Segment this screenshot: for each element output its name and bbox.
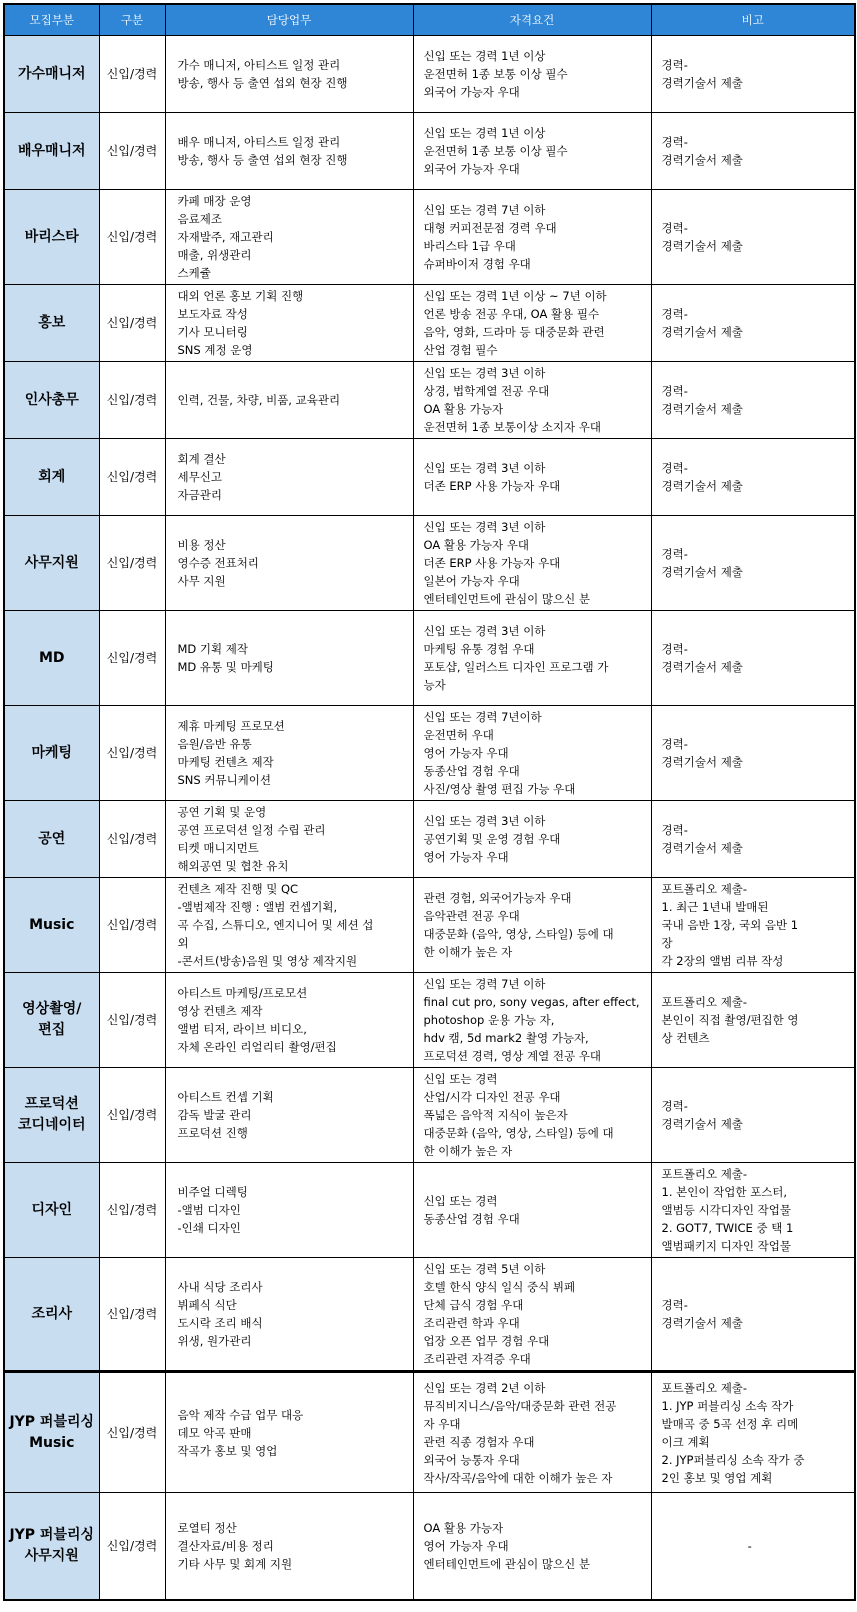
note-line: 경력- — [661, 1298, 688, 1312]
note-line: 경력기술서 제출 — [661, 660, 743, 674]
category-cell — [4, 1068, 99, 1163]
duty-line: 영수증 전표처리 — [177, 556, 259, 570]
requirement-line: 산업/시각 디자인 전공 우대 — [423, 1090, 561, 1104]
note-line: 경력기술서 제출 — [661, 76, 743, 90]
table-row — [4, 285, 855, 362]
requirement-line: 조리관련 자격증 우대 — [423, 1352, 531, 1366]
duties-cell — [165, 706, 413, 801]
category-label: JYP 퍼블리싱 — [9, 1526, 95, 1543]
duty-line: 가수 매니저, 아티스트 일정 관리 — [177, 58, 341, 72]
table-row — [4, 190, 855, 285]
requirement-line: hdv 캠, 5d mark2 촬영 가능자, — [423, 1031, 589, 1045]
note-line: 국내 음반 1장, 국외 음반 1 — [661, 918, 799, 932]
duties-cell — [165, 1258, 413, 1372]
requirement-line: 영어 가능자 우대 — [423, 850, 509, 864]
duty-line: 아티스트 마케팅/프로모션 — [177, 986, 308, 1000]
header-duties: 담당업무 — [165, 4, 413, 36]
requirement-line: 신입 또는 경력 1년 이상 — [423, 49, 546, 63]
requirement-line: 영어 가능자 우대 — [423, 746, 509, 760]
category-label: Music — [29, 1434, 75, 1451]
requirement-line: final cut pro, sony vegas, after effect, — [423, 995, 640, 1009]
requirements-cell — [413, 1493, 651, 1600]
category-label: 디자인 — [31, 1201, 73, 1218]
requirement-line: 산업 경험 필수 — [423, 343, 498, 357]
duty-line: 기사 모니터링 — [177, 325, 248, 339]
category-label: 공연 — [38, 830, 66, 847]
duty-line: 매출, 위생관리 — [177, 248, 252, 262]
duty-line: 카페 매장 운영 — [177, 194, 252, 208]
duty-line: 로열티 정산 — [177, 1520, 237, 1535]
type-cell: 신입/경력 — [99, 1493, 165, 1600]
requirements-cell — [413, 113, 651, 190]
duties-cell — [165, 516, 413, 611]
duty-line: 세무신고 — [177, 470, 222, 484]
duty-line: 작곡가 홍보 및 영업 — [177, 1443, 278, 1458]
header-type: 구분 — [99, 4, 165, 36]
requirement-line: 대중문화 (음악, 영상, 스타일) 등에 대 — [423, 927, 614, 941]
category-label: 프로덕션 — [24, 1096, 79, 1112]
duty-line: 공연 기획 및 운영 — [177, 805, 267, 819]
category-cell — [4, 878, 99, 973]
notes-cell — [651, 801, 855, 878]
notes-cell — [651, 1258, 855, 1372]
requirements-cell — [413, 516, 651, 611]
category-label: 바리스타 — [24, 228, 79, 245]
note-line: 경력- — [661, 307, 688, 321]
duty-line: 도시락 조리 배식 — [177, 1316, 263, 1330]
type-cell: 신입/경력 — [99, 362, 165, 439]
duties-cell — [165, 973, 413, 1068]
duty-line: 음악 제작 수급 업무 대응 — [177, 1407, 304, 1422]
requirement-line: 동종산업 경험 우대 — [423, 764, 520, 778]
requirement-line: 슈퍼바이저 경험 우대 — [423, 257, 531, 271]
note-line: 경력기술서 제출 — [661, 153, 743, 167]
requirement-line: 신입 또는 경력 3년 이하 — [423, 624, 546, 638]
category-label: 배우매니저 — [17, 142, 86, 159]
duty-line: 곡 수집, 스튜디오, 엔지니어 및 세션 섭 — [177, 918, 374, 932]
table-row — [4, 362, 855, 439]
requirement-line: 상경, 법학계열 전공 우대 — [423, 384, 550, 398]
duty-line: MD 기획 제작 — [177, 642, 249, 656]
duty-line: 사내 식당 조리사 — [177, 1280, 263, 1294]
duty-line: 인력, 건물, 차량, 비품, 교육관리 — [177, 393, 341, 407]
requirements-cell — [413, 362, 651, 439]
duties-cell — [165, 439, 413, 516]
requirement-line: 조리관련 학과 우대 — [423, 1316, 520, 1330]
notes-cell — [651, 1163, 855, 1258]
table-row — [4, 516, 855, 611]
notes-cell — [651, 973, 855, 1068]
requirement-line: 신입 또는 경력 3년 이하 — [423, 520, 546, 534]
note-line: 경력- — [661, 547, 688, 561]
type-cell: 신입/경력 — [99, 285, 165, 362]
category-cell — [4, 190, 99, 285]
category-label: 사무지원 — [24, 554, 79, 571]
requirement-line: 외국어 가능자 우대 — [423, 85, 520, 99]
note-line: 1. 본인이 작업한 포스터, — [661, 1185, 788, 1199]
category-label: Music — [29, 916, 75, 933]
requirement-line: 바리스타 1급 우대 — [423, 239, 516, 253]
duty-line: 자체 온라인 리얼리티 촬영/편집 — [177, 1040, 337, 1054]
header-category: 모집부분 — [4, 4, 99, 36]
requirement-line: OA 활용 가능자 — [423, 402, 504, 416]
duty-line: 방송, 행사 등 출연 섭외 현장 진행 — [177, 153, 348, 167]
note-line: 경력- — [661, 642, 688, 656]
duty-line: 감독 발굴 관리 — [177, 1108, 252, 1122]
note-line: 장 — [661, 936, 673, 950]
requirement-line: 신입 또는 경력 — [423, 1072, 498, 1086]
requirement-line: 운전면허 우대 — [423, 728, 494, 742]
requirement-line: 신입 또는 경력 7년이하 — [423, 710, 542, 724]
requirements-cell — [413, 801, 651, 878]
requirement-line: 신입 또는 경력 7년 이하 — [423, 977, 546, 991]
requirement-line: 일본어 가능자 우대 — [423, 574, 520, 588]
table-row — [4, 878, 855, 973]
requirement-line: 신입 또는 경력 3년 이하 — [423, 814, 546, 828]
duty-line: 기타 사무 및 회계 지원 — [177, 1556, 293, 1571]
note-line: 경력- — [661, 58, 688, 72]
duty-line: 대외 언론 홍보 기획 진행 — [177, 289, 304, 303]
note-line: 포트폴리오 제출- — [661, 882, 748, 896]
requirement-line: 자 우대 — [423, 1416, 461, 1431]
table-row — [4, 706, 855, 801]
category-cell — [4, 285, 99, 362]
duty-line: -앨범제작 진행 : 앨범 컨셉기획, — [177, 900, 338, 914]
requirement-line: 마케팅 유통 경험 우대 — [423, 642, 535, 656]
requirement-line: 뮤직비지니스/음악/대중문화 관련 전공 — [423, 1398, 617, 1413]
duty-line: -콘서트(방송)음원 및 영상 제작지원 — [177, 954, 358, 968]
requirement-line: 한 이해가 높은 자 — [423, 945, 513, 959]
category-cell — [4, 973, 99, 1068]
note-line: 경력- — [661, 135, 688, 149]
note-line: 경력기술서 제출 — [661, 755, 743, 769]
requirement-line: 운전면허 1종 보통이상 소지자 우대 — [423, 420, 601, 434]
duty-line: 방송, 행사 등 출연 섭외 현장 진행 — [177, 76, 348, 90]
requirement-line: 작사/작곡/음악에 대한 이해가 높은 자 — [423, 1470, 613, 1485]
category-label: 편집 — [38, 1022, 66, 1038]
note-line: - — [747, 1538, 752, 1553]
notes-cell — [651, 1068, 855, 1163]
type-cell: 신입/경력 — [99, 36, 165, 113]
note-line: 이크 계획 — [661, 1434, 710, 1449]
requirement-line: 한 이해가 높은 자 — [423, 1144, 513, 1158]
notes-cell — [651, 190, 855, 285]
requirement-line: 관련 직종 경험자 우대 — [423, 1434, 535, 1449]
requirements-cell — [413, 1068, 651, 1163]
table-row — [4, 1068, 855, 1163]
category-label: 사무지원 — [24, 1547, 79, 1564]
note-line: 1. 최근 1년내 발매된 — [661, 900, 769, 914]
note-line: 경력기술서 제출 — [661, 841, 743, 855]
requirement-line: 영어 가능자 우대 — [423, 1538, 509, 1553]
table-header-row — [4, 4, 855, 36]
requirement-line: 신입 또는 경력 3년 이하 — [423, 366, 546, 380]
type-cell: 신입/경력 — [99, 611, 165, 706]
duty-line: 해외공연 및 협찬 유치 — [177, 859, 289, 873]
recruitment-table-container — [3, 3, 854, 1601]
requirement-line: OA 활용 가능자 우대 — [423, 538, 529, 552]
requirement-line: 언론 방송 전공 우대, OA 활용 필수 — [423, 307, 600, 321]
requirement-line: 음악, 영화, 드라마 등 대중문화 관련 — [423, 325, 605, 339]
requirement-line: photoshop 운용 가능 자, — [423, 1013, 555, 1027]
notes-cell — [651, 611, 855, 706]
requirement-line: 신입 또는 경력 1년 이상 ~ 7년 이하 — [423, 289, 607, 303]
note-line: 경력- — [661, 823, 688, 837]
requirement-line: 엔터테인먼트에 관심이 많으신 분 — [423, 592, 590, 606]
type-cell: 신입/경력 — [99, 801, 165, 878]
duty-line: 보도자료 작성 — [177, 307, 248, 321]
type-cell: 신입/경력 — [99, 1068, 165, 1163]
requirement-line: 대형 커피전문점 경력 우대 — [423, 221, 557, 235]
category-cell — [4, 1163, 99, 1258]
category-cell — [4, 1258, 99, 1372]
type-cell: 신입/경력 — [99, 113, 165, 190]
duty-line: 아티스트 컨셉 기획 — [177, 1090, 274, 1104]
requirement-line: 외국어 가능자 우대 — [423, 162, 520, 176]
category-label: JYP 퍼블리싱 — [9, 1413, 95, 1430]
note-line: 발매곡 중 5곡 선정 후 리메 — [661, 1416, 799, 1431]
category-label: 홍보 — [38, 314, 66, 331]
duty-line: 자금관리 — [177, 488, 222, 502]
type-cell: 신입/경력 — [99, 1163, 165, 1258]
requirements-cell — [413, 611, 651, 706]
requirement-line: 폭넓은 음악적 지식이 높은자 — [423, 1108, 568, 1122]
note-line: 경력- — [661, 461, 688, 475]
requirement-line: 신입 또는 경력 3년 이하 — [423, 461, 546, 475]
table-row — [4, 801, 855, 878]
requirement-line: 신입 또는 경력 5년 이하 — [423, 1262, 546, 1276]
note-line: 경력기술서 제출 — [661, 479, 743, 493]
requirement-line: 단체 급식 경험 우대 — [423, 1298, 524, 1312]
duty-line: 배우 매니저, 아티스트 일정 관리 — [177, 135, 341, 149]
duties-cell — [165, 1163, 413, 1258]
duty-line: 제휴 마케팅 프로모션 — [177, 719, 285, 733]
notes-cell — [651, 516, 855, 611]
duties-cell — [165, 801, 413, 878]
duty-line: -앨범 디자인 — [177, 1203, 241, 1217]
duty-line: 프로덕션 진행 — [177, 1126, 248, 1140]
duty-line: 결산자료/비용 정리 — [177, 1538, 274, 1553]
requirement-line: OA 활용 가능자 — [423, 1520, 504, 1535]
requirement-line: 공연기획 및 운영 경험 우대 — [423, 832, 561, 846]
requirement-line: 엔터테인먼트에 관심이 많으신 분 — [423, 1556, 590, 1571]
requirement-line: 신입 또는 경력 2년 이하 — [423, 1380, 546, 1395]
requirements-cell — [413, 285, 651, 362]
duty-line: 영상 컨텐츠 제작 — [177, 1004, 263, 1018]
duty-line: 데모 악곡 판매 — [177, 1425, 252, 1440]
note-line: 앨범등 시각디자인 작업물 — [661, 1203, 792, 1217]
type-cell: 신입/경력 — [99, 1258, 165, 1372]
category-cell — [4, 36, 99, 113]
type-cell: 신입/경력 — [99, 878, 165, 973]
duty-line: 공연 프로덕션 일정 수립 관리 — [177, 823, 326, 837]
category-label: 조리사 — [31, 1305, 73, 1322]
requirements-cell — [413, 973, 651, 1068]
duty-line: 마케팅 컨텐츠 제작 — [177, 755, 274, 769]
note-line: 2. GOT7, TWICE 중 택 1 — [661, 1221, 794, 1235]
notes-cell — [651, 285, 855, 362]
category-label: MD — [38, 649, 65, 666]
duties-cell — [165, 1493, 413, 1600]
type-cell: 신입/경력 — [99, 706, 165, 801]
requirement-line: 프로덕션 경력, 영상 계열 전공 우대 — [423, 1049, 601, 1063]
note-line: 앨범패키지 디자인 작업물 — [661, 1239, 792, 1253]
duties-cell — [165, 1068, 413, 1163]
category-cell — [4, 801, 99, 878]
note-line: 경력기술서 제출 — [661, 239, 743, 253]
duty-line: 회계 결산 — [177, 452, 226, 466]
notes-cell — [651, 1372, 855, 1493]
category-label: 가수매니저 — [17, 65, 86, 82]
note-line: 상 컨텐츠 — [661, 1031, 710, 1045]
category-label: 코디네이터 — [17, 1117, 86, 1133]
note-line: 경력기술서 제출 — [661, 325, 743, 339]
recruitment-table — [3, 3, 856, 1601]
duties-cell — [165, 190, 413, 285]
category-cell — [4, 516, 99, 611]
note-line: 2인 홍보 및 영업 계획 — [661, 1470, 773, 1485]
table-row — [4, 439, 855, 516]
duty-line: 앨범 티저, 라이브 비디오, — [177, 1022, 307, 1036]
category-cell — [4, 611, 99, 706]
table-row — [4, 611, 855, 706]
requirement-line: 관련 경험, 외국어가능자 우대 — [423, 891, 572, 905]
category-label: 마케팅 — [31, 744, 73, 761]
duties-cell — [165, 285, 413, 362]
notes-cell — [651, 113, 855, 190]
note-line: 경력- — [661, 1099, 688, 1113]
note-line: 1. JYP 퍼블리싱 소속 작가 — [661, 1398, 794, 1413]
duty-line: 비용 정산 — [177, 538, 226, 552]
requirements-cell — [413, 439, 651, 516]
category-label: 영상촬영/ — [22, 1001, 82, 1017]
note-line: 본인이 직접 촬영/편집한 영 — [661, 1013, 799, 1027]
requirement-line: 업장 오픈 업무 경험 우대 — [423, 1334, 550, 1348]
table-row — [4, 1258, 855, 1372]
requirements-cell — [413, 36, 651, 113]
type-cell: 신입/경력 — [99, 516, 165, 611]
type-cell: 신입/경력 — [99, 973, 165, 1068]
requirement-line: 운전면허 1종 보통 이상 필수 — [423, 67, 568, 81]
requirement-line: 신입 또는 경력 1년 이상 — [423, 126, 546, 140]
note-line: 각 2장의 앨범 리뷰 작성 — [661, 954, 784, 968]
requirement-line: 운전면허 1종 보통 이상 필수 — [423, 144, 568, 158]
duty-line: SNS 커뮤니케이션 — [177, 773, 272, 787]
duty-line: 뷔페식 식단 — [177, 1298, 237, 1312]
note-line: 경력- — [661, 221, 688, 235]
requirement-line: 능자 — [423, 678, 446, 692]
category-label: 인사총무 — [24, 391, 79, 408]
note-line: 포트폴리오 제출- — [661, 995, 748, 1009]
note-line: 포트폴리오 제출- — [661, 1380, 748, 1395]
requirement-line: 음악관련 전공 우대 — [423, 909, 520, 923]
requirement-line: 더존 ERP 사용 가능자 우대 — [423, 479, 561, 493]
requirements-cell — [413, 190, 651, 285]
requirements-cell — [413, 1372, 651, 1493]
notes-cell — [651, 1493, 855, 1600]
duty-line: 컨텐츠 제작 진행 및 QC — [177, 882, 299, 896]
duty-line: 스케쥴 — [177, 266, 211, 280]
duties-cell — [165, 36, 413, 113]
duty-line: 음원/음반 유통 — [177, 737, 252, 751]
category-cell — [4, 113, 99, 190]
table-row — [4, 973, 855, 1068]
requirements-cell — [413, 1258, 651, 1372]
table-row — [4, 113, 855, 190]
requirement-line: 사진/영상 촬영 편집 가능 우대 — [423, 782, 576, 796]
note-line: 경력- — [661, 384, 688, 398]
duty-line: 음료제조 — [177, 212, 222, 226]
duties-cell — [165, 362, 413, 439]
requirement-line: 호텔 한식 양식 일식 중식 뷔페 — [423, 1280, 576, 1294]
duties-cell — [165, 113, 413, 190]
type-cell: 신입/경력 — [99, 439, 165, 516]
category-cell — [4, 706, 99, 801]
duty-line: 위생, 원가관리 — [177, 1334, 252, 1348]
duty-line: 비주얼 디렉팅 — [177, 1185, 248, 1199]
table-row — [4, 36, 855, 113]
requirements-cell — [413, 1163, 651, 1258]
duties-cell — [165, 878, 413, 973]
requirement-line: 신입 또는 경력 — [423, 1194, 498, 1208]
duty-line: SNS 계정 운영 — [177, 343, 253, 357]
header-requirements: 자격요건 — [413, 4, 651, 36]
duty-line: MD 유통 및 마케팅 — [177, 660, 274, 674]
category-cell — [4, 1493, 99, 1600]
table-row — [4, 1493, 855, 1600]
note-line: 2. JYP퍼블리싱 소속 작가 중 — [661, 1452, 805, 1467]
requirement-line: 포토샵, 일러스트 디자인 프로그램 가 — [423, 660, 609, 674]
header-notes: 비고 — [651, 4, 855, 36]
duty-line: 사무 지원 — [177, 574, 226, 588]
category-cell — [4, 439, 99, 516]
requirement-line: 더존 ERP 사용 가능자 우대 — [423, 556, 561, 570]
table-row — [4, 1163, 855, 1258]
duties-cell — [165, 611, 413, 706]
type-cell: 신입/경력 — [99, 190, 165, 285]
type-cell: 신입/경력 — [99, 1372, 165, 1493]
note-line: 경력기술서 제출 — [661, 1316, 743, 1330]
requirement-line: 대중문화 (음악, 영상, 스타일) 등에 대 — [423, 1126, 614, 1140]
category-label: 회계 — [38, 468, 66, 485]
note-line: 경력기술서 제출 — [661, 1117, 743, 1131]
category-cell — [4, 1372, 99, 1493]
category-cell — [4, 362, 99, 439]
note-line: 경력기술서 제출 — [661, 565, 743, 579]
note-line: 경력- — [661, 737, 688, 751]
notes-cell — [651, 36, 855, 113]
duty-line: -인쇄 디자인 — [177, 1221, 241, 1235]
requirement-line: 외국어 능통자 우대 — [423, 1452, 520, 1467]
duties-cell — [165, 1372, 413, 1493]
duty-line: 자재발주, 재고관리 — [177, 230, 274, 244]
notes-cell — [651, 439, 855, 516]
notes-cell — [651, 362, 855, 439]
notes-cell — [651, 878, 855, 973]
duty-line: 티켓 매니지먼트 — [177, 841, 259, 855]
requirements-cell — [413, 878, 651, 973]
note-line: 경력기술서 제출 — [661, 402, 743, 416]
requirement-line: 동종산업 경험 우대 — [423, 1212, 520, 1226]
notes-cell — [651, 706, 855, 801]
duty-line: 외 — [177, 936, 189, 950]
requirement-line: 신입 또는 경력 7년 이하 — [423, 203, 546, 217]
requirements-cell — [413, 706, 651, 801]
note-line: 포트폴리오 제출- — [661, 1167, 748, 1181]
table-row — [4, 1372, 855, 1493]
